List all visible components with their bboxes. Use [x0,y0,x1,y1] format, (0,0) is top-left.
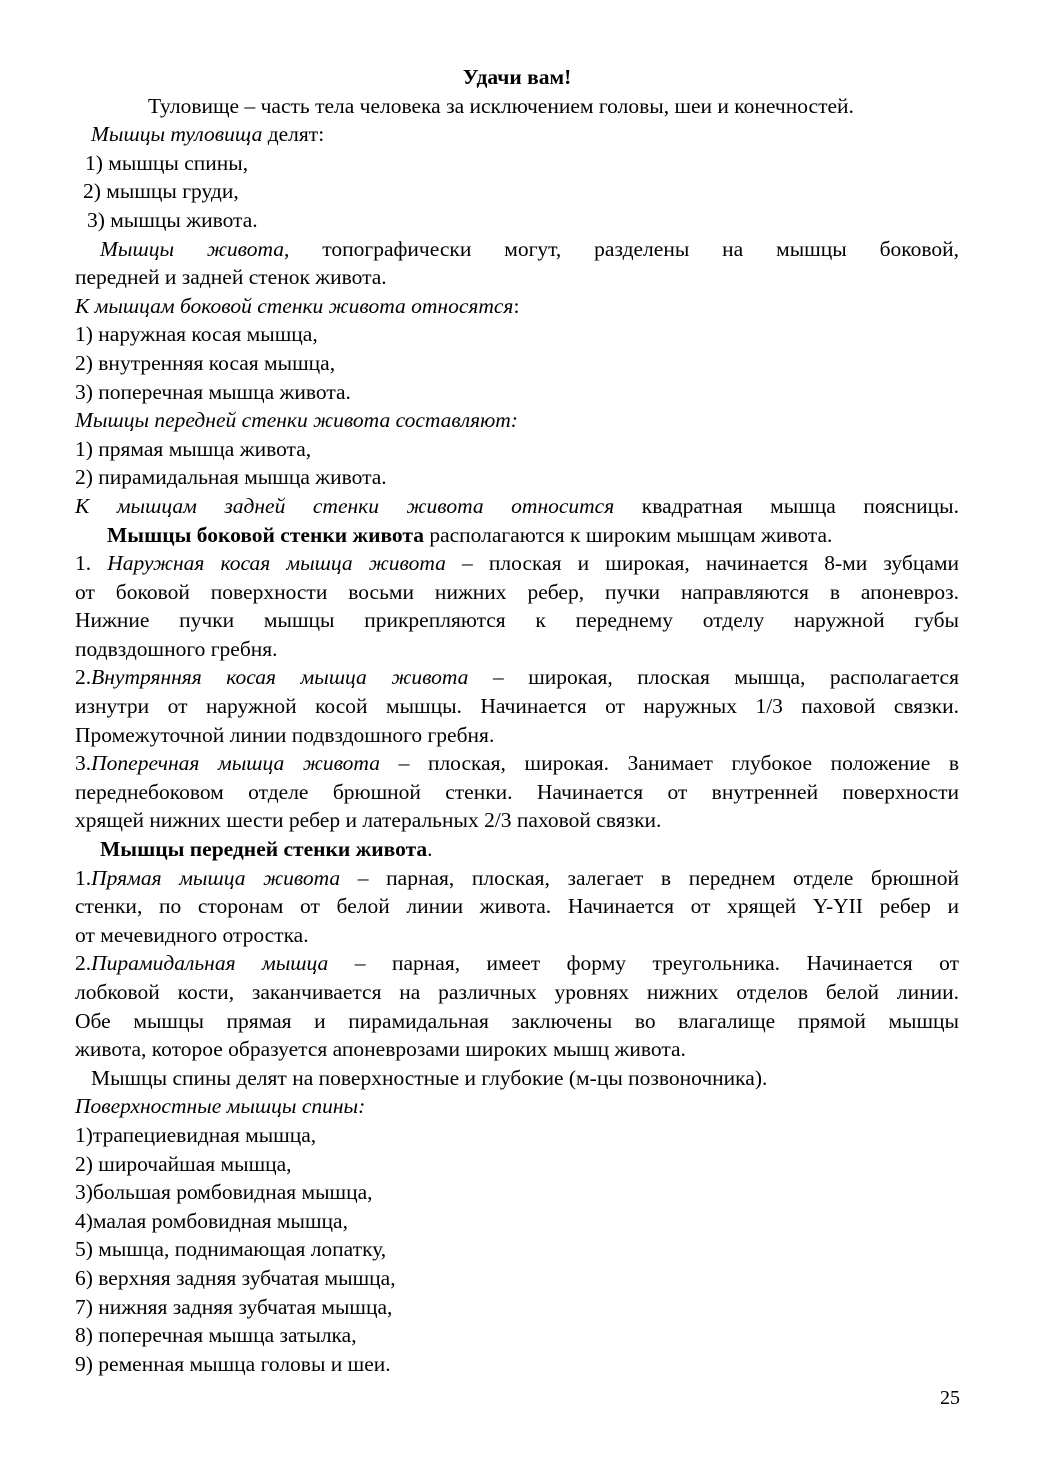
m4-number: 1. [75,865,92,890]
back-heading: Поверхностные мышцы спины: [75,1094,366,1119]
m2-name: Внутрянняя косая мышца живота [91,665,469,690]
abdomen-lead-rest: , топографически могут, разделены на мышцы боковой, [284,236,959,261]
m2-line-3: Промежуточной линии подвздошного гребня. [75,722,495,747]
m4-line-1 [75,864,959,893]
list-item: 2) мышцы груди, [83,179,239,204]
m2-line-1 [75,663,959,692]
back-intro: Мышцы спины делят на поверхностные и глубокие (м-цы позвоночника). [91,1065,768,1090]
list-item: 2) внутренняя косая мышца, [75,350,336,375]
m1-line-3: Нижние пучки мышцы прикрепляются к переднему отделу наружной губы [75,608,959,633]
abdomen-lead-italic: Мышцы живота [100,236,284,261]
list-item: 6) верхняя задняя зубчатая мышца, [75,1265,396,1290]
m2-line-2: изнутри от наружной косой мышцы. Начинается от наружных 1/3 паховой связки. [75,694,959,719]
lateral-heading-italic: К мышцам боковой стенки живота относятся [75,293,514,318]
m4-text: – парная, плоская, залегает в переднем отделе брюшной [340,865,959,890]
m3-line-3: хрящей нижних шести ребер и латеральных 2/3 паховой связки. [75,808,662,833]
m3-text: – плоская, широкая. Занимает глубокое положение в [379,751,960,776]
page-title: Удачи вам! [462,65,572,89]
anterior-section-heading [75,835,959,864]
trunk-lead [75,120,959,149]
intro-paragraph: Туловище – часть тела человека за исключением головы, шеи и конечностей. [148,93,854,118]
list-item: 2) широчайшая мышца, [75,1151,292,1176]
posterior-line [75,492,959,521]
posterior-italic: К мышцам задней стенки живота относится [75,493,615,518]
m5-line-2: лобковой кости, заканчивается на различных уровнях нижних отделов белой линии. [75,980,959,1004]
m1-name: Наружная косая мышца живота [107,551,446,576]
m1-line-1 [75,549,959,578]
lateral-section-bold: Мышцы боковой стенки живота [107,522,424,547]
m2-number: 2. [75,665,92,690]
anterior-heading: Мышцы передней стенки живота составляют: [75,408,518,433]
lateral-section-heading [75,521,959,550]
list-item: 3)большая ромбовидная мышца, [75,1180,373,1205]
m3-line-2: переднебоковом отделе брюшной стенки. Начинается от внутренней поверхности [75,779,959,804]
m1-text: – плоская и широкая, начинается 8-ми зубцами [445,551,959,576]
list-item: 1) наружная косая мышца, [75,322,318,347]
m2-text: – широкая, плоская мышца, располагается [468,665,959,690]
m3-line-1 [75,749,959,778]
m1-number: 1. [75,551,108,576]
anterior-section-dot: . [427,837,433,862]
m5-line-3: Обе мышцы прямая и пирамидальная заключены во влагалище прямой мышцы [75,1008,959,1033]
list-item: 7) нижняя задняя зубчатая мышца, [75,1294,393,1319]
page-number: 25 [940,1387,960,1409]
trunk-lead-rest: делят: [262,122,325,147]
m5-number: 2. [75,951,92,976]
m5-name: Пирамидальная мышца [91,951,329,976]
list-item: 3) мышцы живота. [87,207,258,232]
m1-line-4: подвздошного гребня. [75,636,278,661]
lateral-heading [75,292,959,321]
list-item: 3) поперечная мышца живота. [75,379,351,404]
list-item: 2) пирамидальная мышца живота. [75,465,387,490]
m5-line-4: живота, которое образуется апоневрозами широких мышц живота. [75,1037,686,1062]
m3-name: Поперечная мышца живота [91,751,380,776]
lateral-heading-colon: : [513,293,520,318]
m1-line-2: от боковой поверхности восьми нижних ребер, пучки направляются в апоневроз. [75,579,959,604]
abdomen-line-1 [75,235,959,264]
page-body [75,63,959,1378]
list-item: 1)трапециевидная мышца, [75,1122,317,1147]
list-item: 4)малая ромбовидная мышца, [75,1208,348,1233]
lateral-section-rest: располагаются к широким мышцам живота. [423,522,833,547]
list-item: 1) прямая мышца живота, [75,436,312,461]
m4-line-2: стенки, по сторонам от белой линии живота. Начинается от хрящей Y-YII ребер и [75,894,959,919]
trunk-lead-italic: Мышцы туловища [91,122,263,147]
m4-name: Прямая мышца живота [91,865,341,890]
m3-number: 3. [75,751,92,776]
m4-line-3: от мечевидного отростка. [75,922,309,947]
posterior-rest: квадратная мышца поясницы. [614,493,960,518]
list-item: 1) мышцы спины, [85,150,249,175]
list-item: 8) поперечная мышца затылка, [75,1323,357,1348]
m5-line-1 [75,949,959,978]
list-item: 9) ременная мышца головы и шеи. [75,1351,391,1376]
anterior-section-bold: Мышцы передней стенки живота [100,837,428,862]
abdomen-line-2: передней и задней стенок живота. [75,265,387,290]
m5-text: – парная, имеет форму треугольника. Начинается от [328,951,959,976]
list-item: 5) мышца, поднимающая лопатку, [75,1237,387,1262]
